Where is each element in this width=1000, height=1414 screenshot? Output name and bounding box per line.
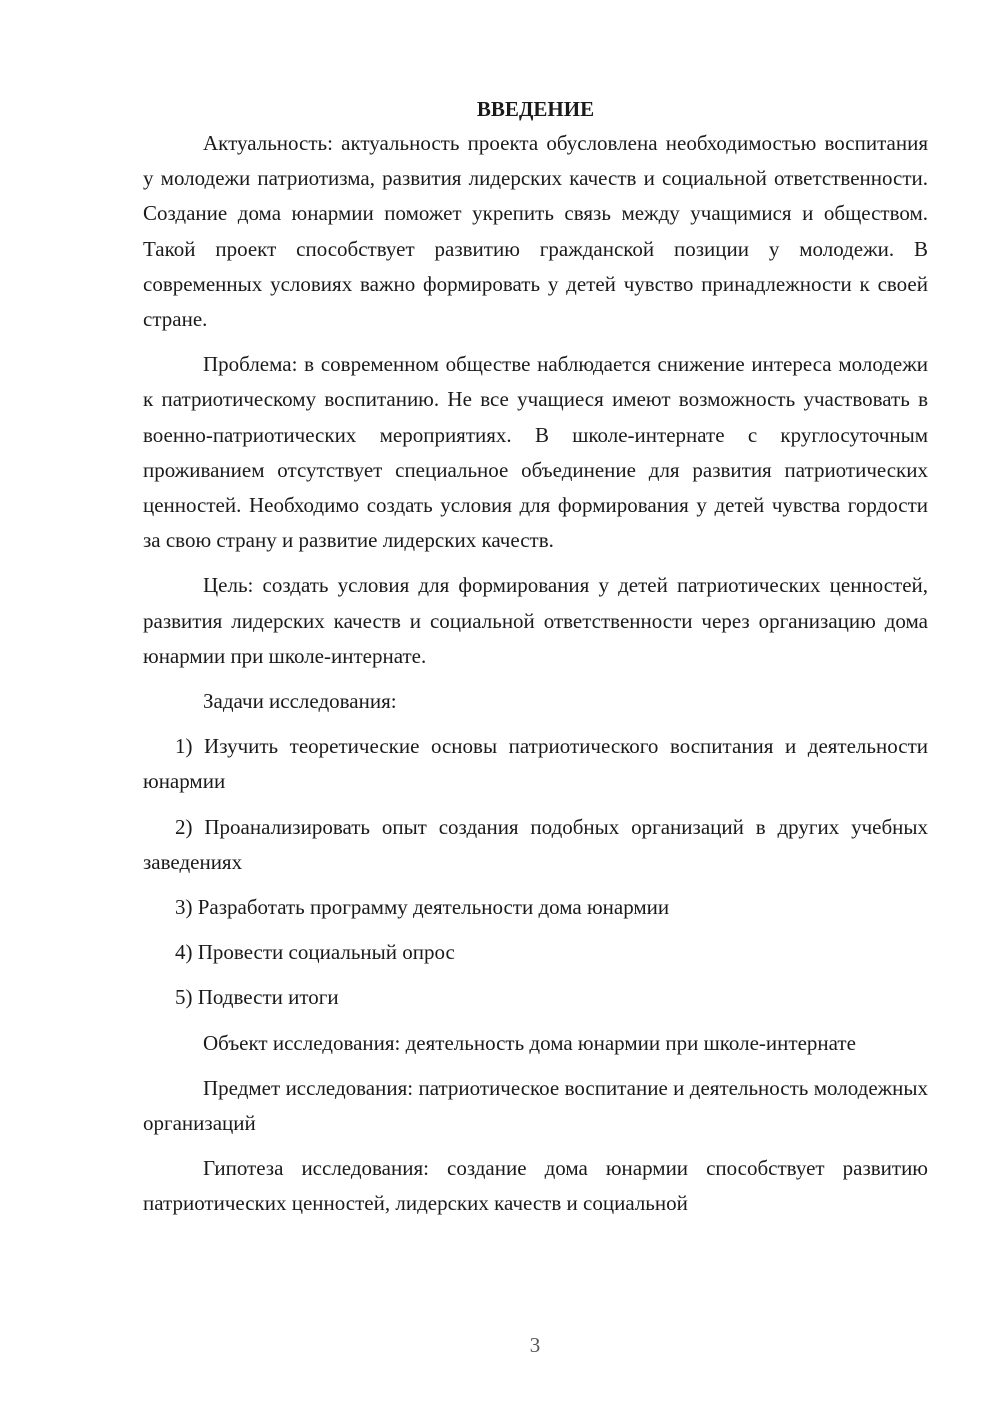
problem-paragraph: Проблема: в современном обществе наблюдается снижение интереса молодежи к патриотическому воспитанию. Не все учащиеся имеют возможность участвовать в военно-патриотических мероприятиях. В школе-интернате с круглосуточным проживанием отсутствует специальное объединение для развития патриотических ценностей. Необходимо создать условия для формирования у детей чувства гордости за свою страну и развитие лидерских качеств. bbox=[143, 352, 928, 553]
relevance-paragraph: Актуальность: актуальность проекта обусловлена необходимостью воспитания у молодежи патриотизма, развития лидерских качеств и социальной ответственности. Создание дома юнармии поможет укрепить связь между учащимися и обществом. Такой проект способствует развитию гражданской позиции у молодежи. В современных условиях важно формировать у детей чувство принадлежности к своей стране. bbox=[143, 131, 928, 332]
list-item: 5) Подвести итоги bbox=[175, 985, 339, 1010]
list-item: 2) Проанализировать опыт создания подобных организаций в других учебных заведениях bbox=[143, 814, 928, 874]
tasks-list bbox=[143, 729, 928, 1015]
goal-paragraph: Цель: создать условия для формирования у детей патриотических ценностей, развития лидерских качеств и социальной ответственности через организацию дома юнармии при школе-интернате. bbox=[143, 573, 928, 668]
page-number: 3 bbox=[529, 1333, 541, 1357]
page-title: ВВЕДЕНИЕ bbox=[476, 97, 595, 121]
list-item: 1) Изучить теоретические основы патриотического воспитания и деятельности юнармии bbox=[143, 734, 928, 794]
list-item: 4) Провести социальный опрос bbox=[175, 940, 455, 965]
list-item: 3) Разработать программу деятельности дома юнармии bbox=[175, 895, 670, 920]
hypothesis-paragraph: Гипотеза исследования: создание дома юнармии способствует развитию патриотических ценностей, лидерских качеств и социальной bbox=[143, 1156, 928, 1216]
object-paragraph: Объект исследования: деятельность дома юнармии при школе-интернате bbox=[203, 1030, 856, 1055]
document-page bbox=[143, 92, 928, 1222]
tasks-heading: Задачи исследования: bbox=[203, 689, 397, 714]
subject-paragraph: Предмет исследования: патриотическое воспитание и деятельность молодежных организаций bbox=[143, 1075, 928, 1136]
